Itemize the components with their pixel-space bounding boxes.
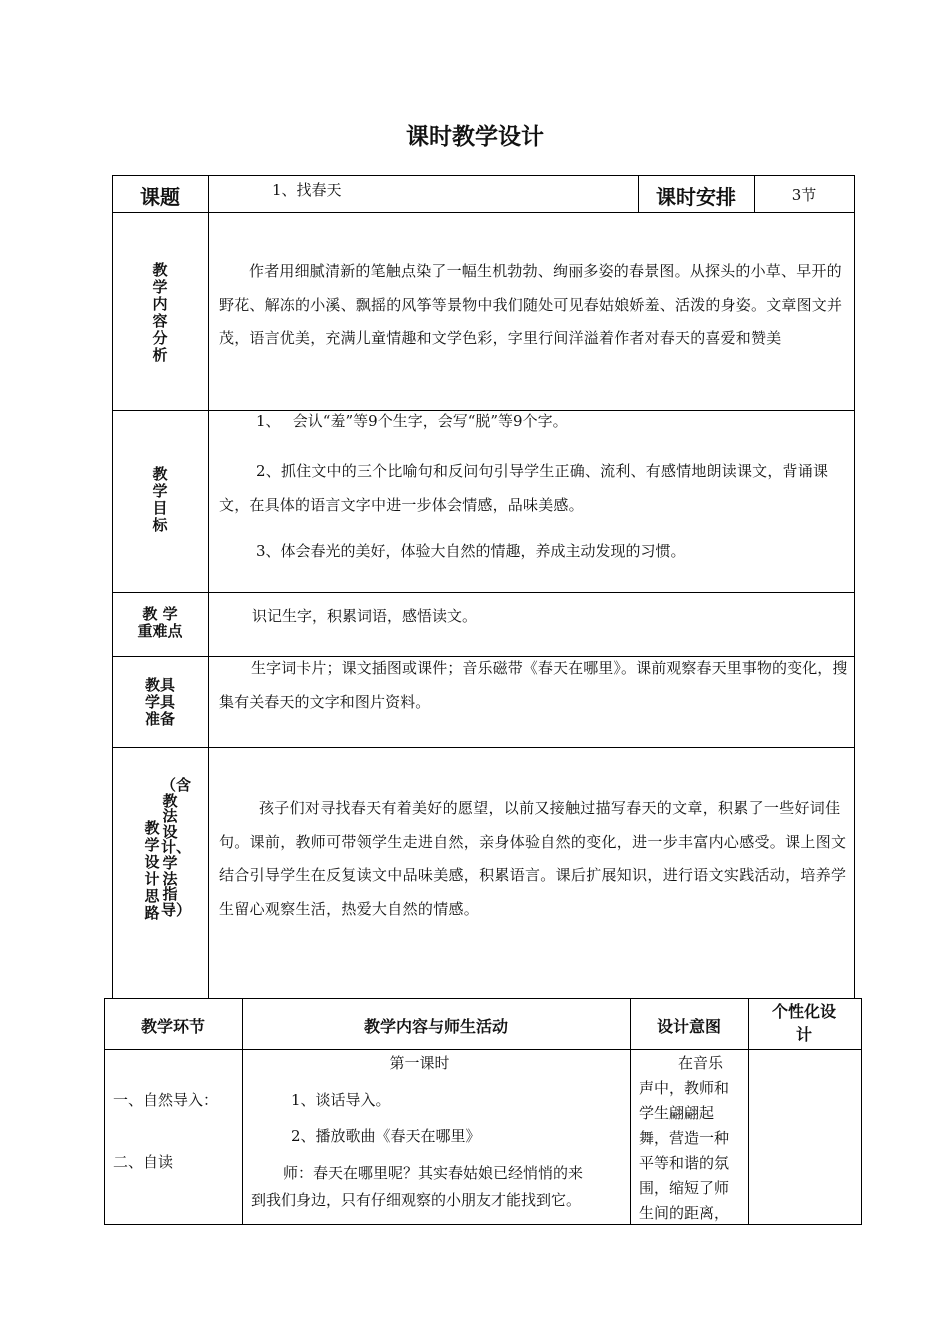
prep-text: 生字词卡片；课文插图或课件；音乐磁带《春天在哪里》。课前观察春天里事物的变化，搜集有关春天的文字和图片资料。 bbox=[219, 659, 848, 711]
goals-label: 教学目标 bbox=[152, 465, 168, 534]
stage-item: 二、自读 bbox=[113, 1153, 174, 1171]
intent-line: 平等和谐的氛 bbox=[639, 1154, 730, 1172]
intent-line: 在音乐 bbox=[678, 1054, 724, 1072]
step-item: 2、播放歌曲《春天在哪里》 bbox=[291, 1127, 481, 1145]
analysis-label: 教学内容分析 bbox=[152, 261, 168, 364]
intent-line: 学生翩翩起 bbox=[639, 1104, 715, 1122]
teacher-line: 师：春天在哪里呢？其实春姑娘已经悄悄的来 bbox=[283, 1164, 584, 1182]
hours-value: 3节 bbox=[791, 186, 817, 204]
goal-item: 1、 会认“羞”等9个生字，会写“脱”等9个字。 bbox=[256, 412, 568, 430]
goal-item: 2、抓住文中的三个比喻句和反问句引导学生正确、流利、有感情地朗读课文，背诵课文，在具体的语言文字中进一步体会情感，品味美感。 bbox=[219, 462, 829, 514]
topic-label: 课题 bbox=[140, 185, 180, 209]
design-text: 孩子们对寻找春天有着美好的愿望，以前又接触过描写春天的文章，积累了一些好词佳句。课前，教师可带领学生走进自然，亲身体验自然的变化，进一步丰富内心感受。课上图文结合引导学生在反复读文中品味美感，积累语言。课后扩展知识，进行语文实践活动，培养学生留心观察生活，热爱大自然的情感。 bbox=[219, 799, 847, 918]
keypoints-text: 识记生字，积累词语，感悟读文。 bbox=[252, 607, 478, 625]
stage-item: 一、自然导入： bbox=[113, 1091, 219, 1109]
design-label-note: （含教法设计、学法指导） bbox=[161, 776, 192, 919]
prep-label: 教具 bbox=[144, 676, 175, 694]
analysis-text: 作者用细腻清新的笔触点染了一幅生机勃勃、绚丽多姿的春景图。从探头的小草、早开的野花、解冻的小溪、飘摇的风筝等景物中我们随处可见春姑娘娇羞、活泼的身姿。文章图文并茂，语言优美，充满儿童情趣和文学色彩，字里行间洋溢着作者对春天的喜爱和赞美 bbox=[219, 262, 843, 347]
header-content: 教学内容与师生活动 bbox=[363, 1017, 508, 1036]
header-personal: 个性化设计 bbox=[771, 1002, 836, 1044]
header-intent: 设计意图 bbox=[656, 1017, 721, 1036]
lesson-title: 第一课时 bbox=[389, 1054, 450, 1072]
page-title: 课时教学设计 bbox=[406, 124, 544, 150]
teacher-line: 到我们身边，只有仔细观察的小朋友才能找到它。 bbox=[251, 1191, 582, 1209]
keypoints-label: 教 学 bbox=[142, 605, 178, 623]
header-stage: 教学环节 bbox=[140, 1017, 205, 1036]
intent-line: 生间的距离， bbox=[639, 1204, 730, 1222]
step-item: 1、谈话导入。 bbox=[291, 1091, 391, 1109]
intent-line: 声中，教师和 bbox=[639, 1079, 730, 1097]
prep-label: 学具 bbox=[144, 693, 175, 711]
design-label: 教学设计思路 bbox=[144, 819, 160, 922]
prep-label: 准备 bbox=[144, 710, 175, 728]
hours-label: 课时安排 bbox=[656, 185, 736, 209]
goal-item: 3、体会春光的美好，体验大自然的情趣，养成主动发现的习惯。 bbox=[256, 542, 686, 560]
intent-line: 舞，营造一种 bbox=[639, 1129, 730, 1147]
keypoints-label: 重难点 bbox=[137, 622, 183, 640]
topic-value: 1、找春天 bbox=[272, 181, 342, 199]
intent-line: 围，缩短了师 bbox=[639, 1179, 730, 1197]
